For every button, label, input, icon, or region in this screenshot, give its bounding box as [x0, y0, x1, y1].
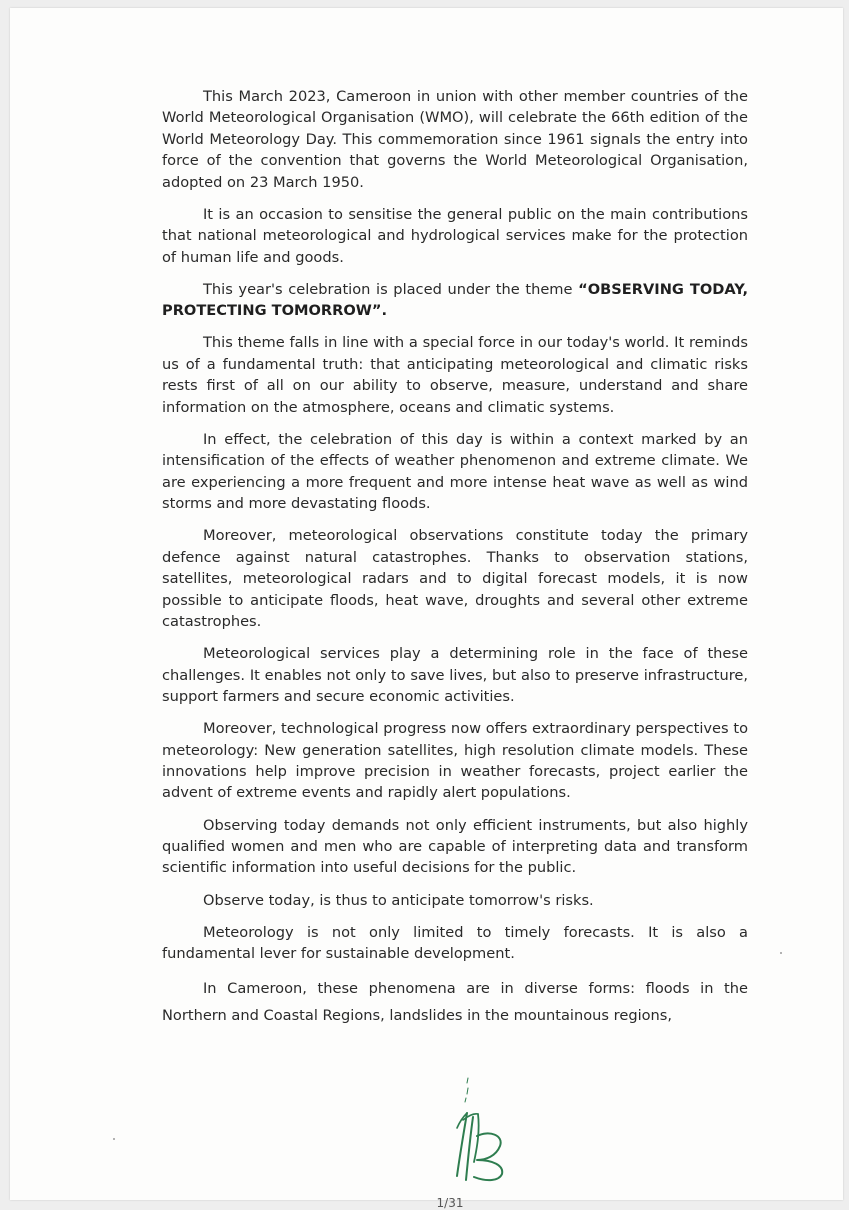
paragraph-7: Meteorological services play a determining role in the face of these challenges. It enables not only to save lives, but also to preserve infrastructure, support farmers and secure economic activities. — [162, 645, 748, 705]
paragraph-10: Observe today, is thus to anticipate tomorrow's risks. — [203, 891, 594, 909]
paragraph-2: It is an occasion to sensitise the general public on the main contributions that national meteorological and hydrological services make for the protection of human life and goods. — [162, 205, 748, 266]
page-number: 1/31 — [436, 1196, 464, 1210]
paragraph-4: This theme falls in line with a special force in our today's world. It reminds us of a fundamental truth: that anticipating meteorological and climatic risks rests first of all on our ability to observe, measure, understand and share information on the atmosphere, oceans and climatic systems. — [162, 334, 748, 416]
paragraph-12: In Cameroon, these phenomena are in diverse forms: floods in the Northern and Coastal Regions, landslides in the mountainous regions, — [162, 980, 748, 1025]
paragraph-theme — [162, 279, 748, 322]
theme-period: . — [381, 302, 388, 320]
theme-title: “OBSERVING TODAY, PROTECTING TOMORROW” — [162, 280, 749, 320]
paragraph-11: Meteorology is not only limited to timely forecasts. It is also a fundamental lever for sustainable development. — [162, 923, 748, 963]
paper-speck — [780, 952, 782, 954]
document-page — [10, 8, 843, 1210]
paragraph-6: Moreover, meteorological observations constitute today the primary defence against natural catastrophes. Thanks to observation stations, satellites, meteorological radars and to digital forecast models, it is now possible to anticipate floods, heat wave, droughts and several other extreme catastrophes. — [162, 527, 748, 630]
paragraph-9: Observing today demands not only efficient instruments, but also highly qualified women and men who are capable of interpreting data and transform scientific information into useful decisions for the public. — [162, 816, 748, 877]
paragraph-5: In effect, the celebration of this day is within a context marked by an intensification of the effects of weather phenomenon and extreme climate. We are experiencing a more frequent and more intense heat wave as well as wind storms and more devastating floods. — [162, 430, 748, 513]
paragraph-1: This March 2023, Cameroon in union with other member countries of the World Meteorological Organisation (WMO), will celebrate the 66th edition of the World Meteorology Day. This commemoration since 1961 signals the entry into force of the convention that governs the World Meteorological Organisation, adopted on 23 March 1950. — [162, 88, 748, 191]
paper-speck — [113, 1138, 115, 1140]
paragraph-8: Moreover, technological progress now offers extraordinary perspectives to meteorology: New generation satellites, high resolution climate models. These innovations help improve precision in weather forecasts, project earlier the advent of extreme events and rapidly alert populations. — [162, 720, 748, 802]
handwritten-signature — [446, 1076, 526, 1186]
document-body — [162, 86, 748, 1040]
theme-intro: This year's celebration is placed under the theme — [203, 280, 579, 298]
